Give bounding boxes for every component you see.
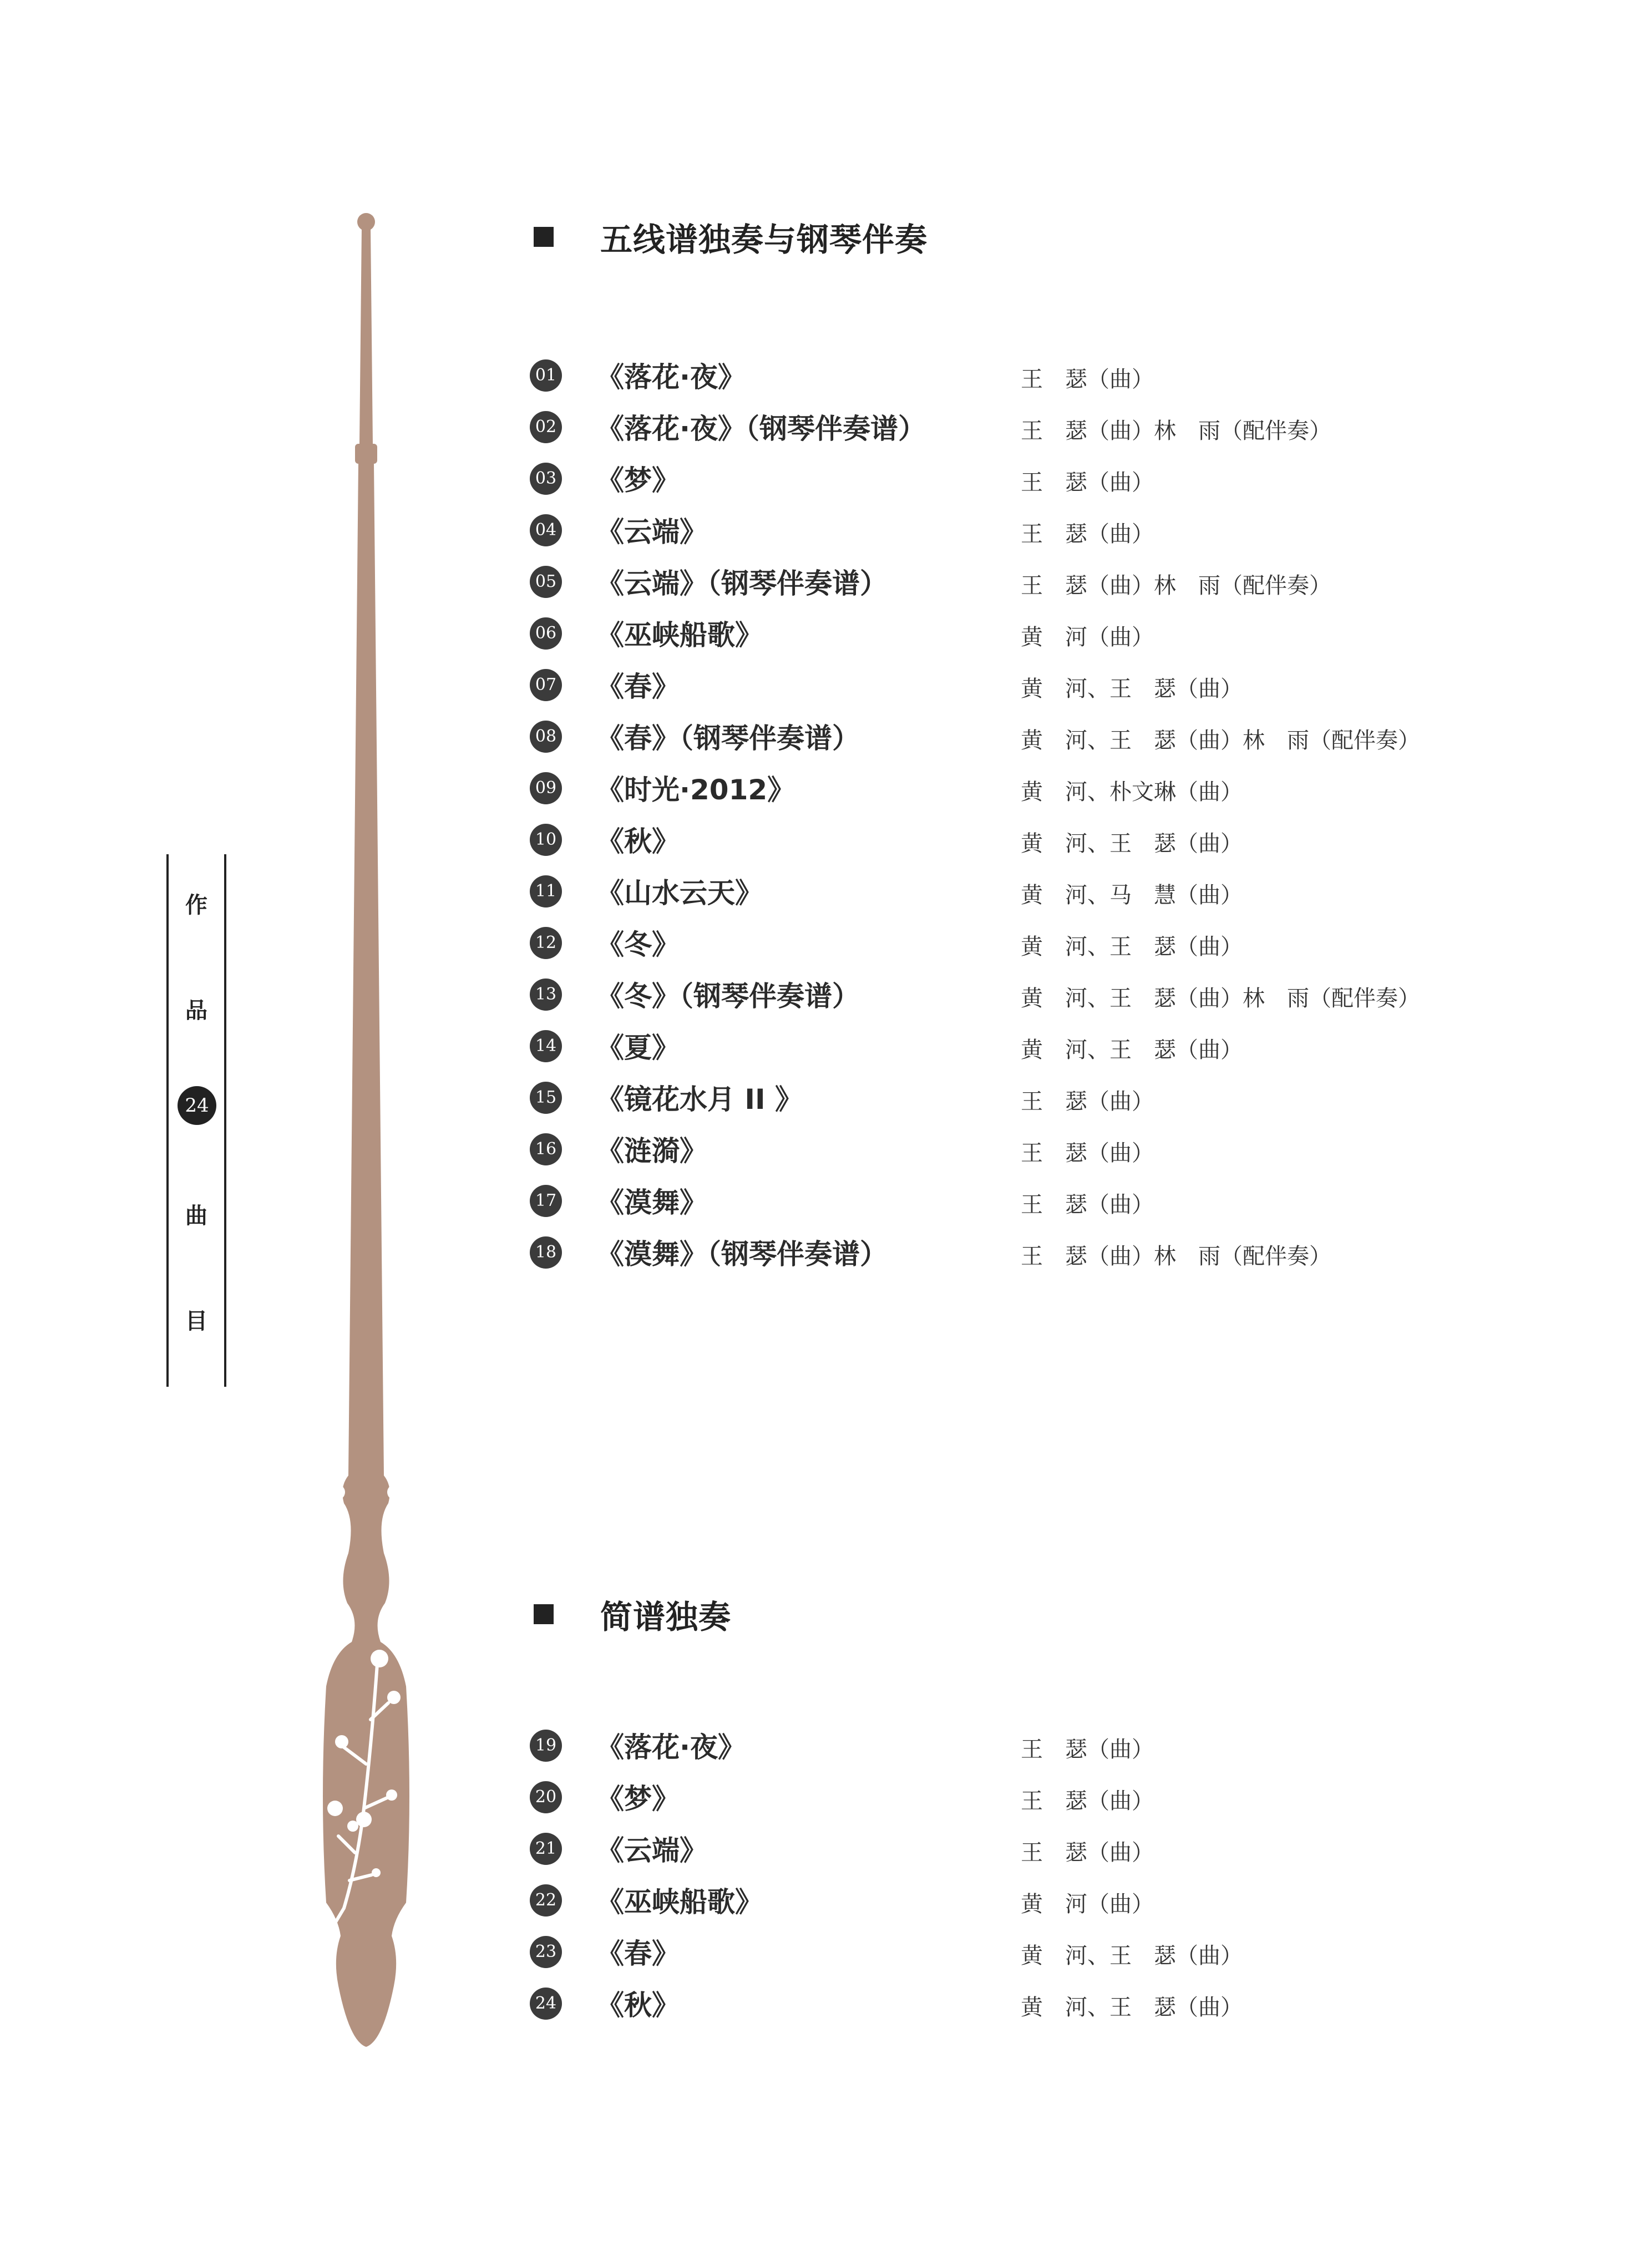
track-row: [530, 871, 1528, 922]
track-title: 《落花·夜》: [596, 1731, 746, 1763]
track-number-badge: 12: [530, 927, 562, 959]
track-credit: 黄 河、朴文琳（曲）: [1021, 779, 1243, 805]
track-title: 《涟漪》: [596, 1135, 707, 1167]
track-title: 《巫峡船歌》: [596, 1886, 763, 1918]
square-icon: [534, 1604, 554, 1624]
track-title: 《巫峡船歌》: [596, 619, 763, 651]
track-number-badge: 07: [530, 669, 562, 701]
track-row: [530, 355, 1528, 407]
track-row: [530, 974, 1528, 1026]
track-title: 《秋》: [596, 825, 680, 858]
track-credit: 黄 河、王 瑟（曲）: [1021, 1995, 1243, 2020]
track-number-badge: 05: [530, 566, 562, 598]
track-row: [530, 1931, 1528, 1983]
track-title: 《春》（钢琴伴奏谱）: [596, 722, 860, 754]
section-title: 简谱独奏: [600, 1598, 732, 1636]
track-number-badge: 08: [530, 721, 562, 753]
track-number-badge: 14: [530, 1030, 562, 1062]
track-title: 《山水云天》: [596, 877, 763, 909]
track-row: [530, 665, 1528, 716]
track-credit: 王 瑟（曲）: [1021, 1788, 1154, 1814]
track-number-badge: 24: [530, 1988, 562, 2020]
track-title: 《落花·夜》（钢琴伴奏谱）: [596, 413, 926, 445]
track-title: 《落花·夜》: [596, 361, 746, 393]
side-tab-char-3: 曲: [185, 1203, 207, 1229]
track-credit: 黄 河、王 瑟（曲）: [1021, 934, 1243, 960]
track-row: [530, 716, 1528, 768]
track-number-badge: 04: [530, 514, 562, 546]
track-title: 《云端》（钢琴伴奏谱）: [596, 567, 888, 600]
track-number-badge: 21: [530, 1833, 562, 1865]
track-number-badge: 01: [530, 359, 562, 392]
track-number-badge: 02: [530, 411, 562, 443]
track-title: 《春》: [596, 1938, 680, 1970]
track-list-numbered: [530, 1725, 1528, 2035]
track-credit: 黄 河、王 瑟（曲）: [1021, 831, 1243, 856]
track-row: [530, 1077, 1528, 1129]
track-number-badge: 13: [530, 979, 562, 1011]
track-title: 《云端》: [596, 516, 707, 548]
track-number-badge: 11: [530, 875, 562, 908]
track-row: [530, 613, 1528, 665]
track-title: 《冬》: [596, 929, 680, 961]
track-title: 《漠舞》（钢琴伴奏谱）: [596, 1238, 888, 1270]
section-header-staff: [534, 214, 928, 260]
track-title: 《漠舞》: [596, 1187, 707, 1219]
track-credit: 黄 河、王 瑟（曲）: [1021, 1037, 1243, 1063]
track-number-badge: 10: [530, 824, 562, 856]
track-title: 《秋》: [596, 1989, 680, 2021]
track-row: [530, 510, 1528, 561]
track-title: 《云端》: [596, 1834, 707, 1867]
track-credit: 黄 河、王 瑟（曲）林 雨（配伴奏）: [1021, 986, 1420, 1011]
track-number-badge: 09: [530, 772, 562, 804]
track-credit: 黄 河、王 瑟（曲）: [1021, 1943, 1243, 1969]
track-title: 《冬》（钢琴伴奏谱）: [596, 980, 860, 1012]
track-row: [530, 819, 1528, 871]
track-credit: 王 瑟（曲）林 雨（配伴奏）: [1021, 418, 1331, 444]
track-title: 《时光·2012》: [596, 774, 795, 806]
track-credit: 王 瑟（曲）: [1021, 470, 1154, 495]
track-number-badge: 17: [530, 1185, 562, 1217]
track-credit: 王 瑟（曲）: [1021, 1192, 1154, 1218]
track-number-badge: 06: [530, 617, 562, 650]
track-number-badge: 15: [530, 1082, 562, 1114]
track-number-badge: 18: [530, 1236, 562, 1269]
track-credit: 黄 河、王 瑟（曲）林 雨（配伴奏）: [1021, 728, 1420, 753]
track-title: 《夏》: [596, 1032, 680, 1064]
side-tab-char-1: 作: [185, 893, 207, 918]
track-row: [530, 1180, 1528, 1232]
track-credit: 王 瑟（曲）: [1021, 521, 1154, 547]
track-credit: 王 瑟（曲）林 雨（配伴奏）: [1021, 573, 1331, 599]
track-row: [530, 458, 1528, 510]
track-credit: 王 瑟（曲）: [1021, 1089, 1154, 1114]
track-list-staff: [530, 355, 1528, 1284]
track-row: [530, 1828, 1528, 1880]
track-number-badge: 23: [530, 1936, 562, 1968]
section-header-numbered: [534, 1591, 731, 1637]
track-credit: 王 瑟（曲）: [1021, 367, 1154, 392]
track-credit: 黄 河（曲）: [1021, 1892, 1154, 1917]
track-title: 《镜花水月 II 》: [596, 1083, 803, 1116]
track-number-badge: 22: [530, 1884, 562, 1917]
track-credit: 王 瑟（曲）: [1021, 1840, 1154, 1865]
violin-bow-illustration: [311, 211, 422, 2052]
track-row: [530, 922, 1528, 974]
track-row: [530, 407, 1528, 458]
track-credit: 黄 河（曲）: [1021, 625, 1154, 650]
square-icon: [534, 227, 554, 247]
track-row: [530, 1880, 1528, 1931]
track-credit: 王 瑟（曲）: [1021, 1140, 1154, 1166]
track-credit: 王 瑟（曲）林 雨（配伴奏）: [1021, 1244, 1331, 1269]
side-tab-count-badge: 24: [178, 1086, 216, 1125]
track-row: [530, 561, 1528, 613]
track-number-badge: 19: [530, 1730, 562, 1762]
track-credit: 黄 河、马 慧（曲）: [1021, 883, 1243, 908]
track-credit: 黄 河、王 瑟（曲）: [1021, 676, 1243, 702]
track-title: 《梦》: [596, 464, 680, 496]
side-tab-char-4: 目: [185, 1309, 207, 1334]
track-row: [530, 1777, 1528, 1828]
track-number-badge: 03: [530, 463, 562, 495]
track-number-badge: 20: [530, 1781, 562, 1813]
track-row: [530, 1983, 1528, 2035]
side-tab-char-2: 品: [185, 998, 207, 1023]
section-title: 五线谱独奏与钢琴伴奏: [600, 221, 928, 258]
track-number-badge: 16: [530, 1133, 562, 1165]
track-credit: 王 瑟（曲）: [1021, 1737, 1154, 1762]
track-row: [530, 1725, 1528, 1777]
track-row: [530, 1232, 1528, 1284]
track-row: [530, 768, 1528, 819]
track-row: [530, 1129, 1528, 1180]
track-title: 《梦》: [596, 1783, 680, 1815]
side-tab: [166, 854, 226, 1387]
track-row: [530, 1026, 1528, 1077]
track-title: 《春》: [596, 671, 680, 703]
